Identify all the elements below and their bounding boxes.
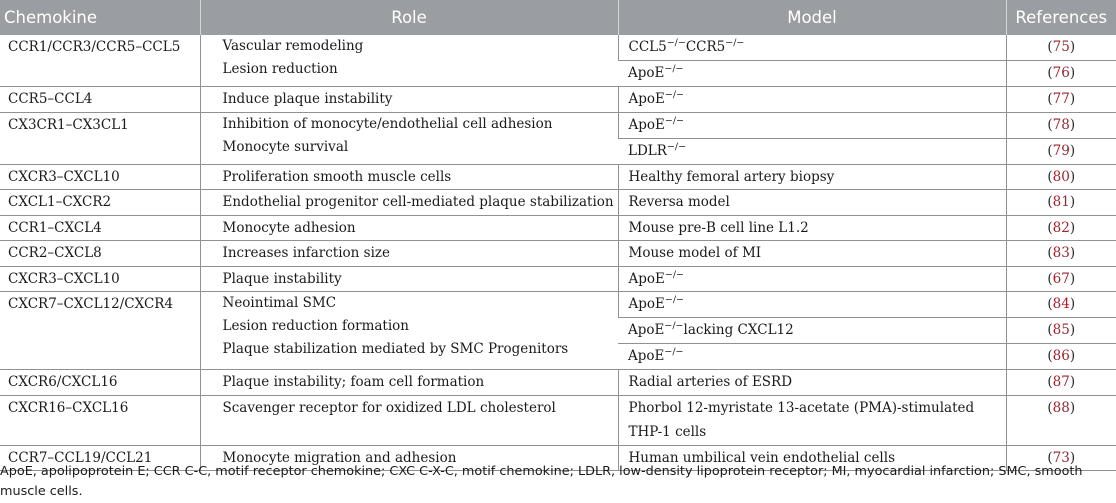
reference-cell <box>1006 318 1116 344</box>
chemokine-name: CXCR16–CXCL16 <box>8 399 129 416</box>
role-cell <box>200 87 618 113</box>
header-chemokine: Chemokine <box>0 0 200 35</box>
chemokine-cell <box>0 87 200 113</box>
paren-close: ) <box>1069 168 1076 185</box>
paren-close: ) <box>1069 399 1076 416</box>
role-cell <box>200 190 618 216</box>
role-cell <box>200 241 618 267</box>
table-row <box>0 266 1116 292</box>
reference-number: 75 <box>1052 39 1070 55</box>
paren-close: ) <box>1069 296 1076 312</box>
reference-number: 86 <box>1052 348 1070 364</box>
superscript-genotype: −/− <box>664 269 684 280</box>
paren-close: ) <box>1069 322 1076 338</box>
reference-link <box>1007 344 1116 369</box>
paren-open: ( <box>1047 449 1053 466</box>
model-text: ApoE <box>628 91 665 107</box>
model-line <box>629 267 1006 292</box>
chemokine-cell <box>0 164 200 190</box>
reference-cell <box>1006 292 1116 318</box>
role-line: Endothelial progenitor cell-mediated plaque stabilization <box>222 194 614 210</box>
model-text: ApoE <box>628 296 665 312</box>
model-line <box>629 292 1006 317</box>
chemokine-name: CXCR3–CXCL10 <box>8 270 120 287</box>
table-row <box>0 292 1116 318</box>
model-text: Mouse pre-B cell line L1.2 <box>628 219 809 236</box>
model-line <box>629 113 1006 138</box>
reference-cell <box>1006 395 1116 445</box>
model-line <box>628 344 1006 369</box>
chemokine-cell <box>0 241 200 267</box>
role-lines <box>223 241 618 266</box>
chemokine-name: CXCL1–CXCR2 <box>8 194 112 210</box>
paren-open: ( <box>1047 116 1053 133</box>
model-text: Phorbol 12-myristate 13-acetate (PMA)-stimulated <box>628 399 975 416</box>
table-row <box>0 35 1116 61</box>
table-body <box>0 35 1116 471</box>
reference-link <box>1007 87 1116 112</box>
superscript-genotype: −/− <box>666 37 686 49</box>
reference-cell <box>1006 344 1116 370</box>
model-line <box>628 318 1006 343</box>
model-cell <box>618 318 1006 344</box>
paren-open: ( <box>1047 270 1053 287</box>
paren-open: ( <box>1047 168 1053 185</box>
role-line: Increases infarction size <box>222 245 390 261</box>
reference-link <box>1007 35 1116 60</box>
model-line <box>629 87 1006 112</box>
table-row <box>0 241 1116 267</box>
reference-number: 78 <box>1052 116 1070 133</box>
paren-open: ( <box>1047 322 1053 338</box>
table-row <box>0 87 1116 113</box>
role-line: Vascular remodeling <box>222 38 364 54</box>
role-cell <box>200 164 618 190</box>
paren-close: ) <box>1069 116 1076 133</box>
model-cell <box>618 344 1006 370</box>
chemokine-name: CX3CR1–CX3CL1 <box>8 116 129 133</box>
superscript-genotype: −/− <box>664 115 684 126</box>
role-line: Monocyte survival <box>222 138 349 155</box>
model-text: ApoE <box>628 322 665 338</box>
reference-link <box>1007 139 1116 164</box>
model-text-extra: lacking CXCL12 <box>683 322 794 338</box>
role-lines <box>223 190 618 215</box>
model-cell <box>618 138 1006 164</box>
model-cell <box>618 215 1006 241</box>
reference-number: 87 <box>1052 374 1070 390</box>
superscript-genotype: −/− <box>664 320 684 332</box>
reference-cell <box>1006 112 1116 138</box>
reference-link <box>1007 216 1116 241</box>
table-row <box>0 370 1116 396</box>
reference-link <box>1007 165 1116 190</box>
model-cell <box>618 370 1006 396</box>
model-line <box>629 396 1006 421</box>
reference-cell <box>1006 370 1116 396</box>
superscript-genotype: −/− <box>664 89 684 101</box>
reference-link <box>1007 318 1116 343</box>
model-line <box>629 241 1006 266</box>
chemokine-cell <box>0 370 200 396</box>
superscript-genotype: −/− <box>666 141 687 152</box>
reference-number: 83 <box>1052 245 1070 261</box>
chemokine-cell <box>0 35 200 87</box>
paren-close: ) <box>1069 449 1076 466</box>
role-cell <box>200 215 618 241</box>
role-lines <box>223 87 618 112</box>
paren-open: ( <box>1047 39 1053 55</box>
role-cell <box>200 370 618 396</box>
chemokine-name: CXCR3–CXCL10 <box>8 168 120 185</box>
model-text-extra: CCR5 <box>685 39 726 55</box>
model-cell <box>618 35 1006 61</box>
chemokine-name: CCR1–CXCL4 <box>8 219 102 236</box>
model-line <box>629 165 1006 190</box>
reference-number: 77 <box>1052 91 1070 107</box>
chemokine-name: CXCR6/CXCL16 <box>8 374 118 390</box>
model-cell <box>618 164 1006 190</box>
chemokine-cell <box>0 395 200 445</box>
role-lines <box>223 267 618 292</box>
role-line: Lesion reduction <box>222 61 338 77</box>
chemokine-cell <box>0 112 200 164</box>
reference-cell <box>1006 241 1116 267</box>
model-line <box>629 190 1006 215</box>
reference-number: 85 <box>1052 322 1070 338</box>
paren-close: ) <box>1069 245 1076 261</box>
model-text: ApoE <box>628 270 665 287</box>
paren-close: ) <box>1069 39 1076 55</box>
model-cell <box>618 87 1006 113</box>
model-text: ApoE <box>628 65 665 81</box>
model-text: ApoE <box>628 116 665 133</box>
reference-cell <box>1006 164 1116 190</box>
reference-link <box>1007 241 1116 266</box>
model-text: Healthy femoral artery biopsy <box>628 168 835 185</box>
header-model: Model <box>618 0 1006 35</box>
model-cell <box>618 112 1006 138</box>
reference-link <box>1007 267 1116 292</box>
table-footnote: ApoE, apolipoprotein E; CCR C-C, motif receptor chemokine; CXC C-X-C, motif chemokine; LDLR, low-density lipoprotein receptor; MI, myocardial infarction; SMC, smooth muscle cells. <box>0 464 1083 499</box>
reference-cell <box>1006 266 1116 292</box>
role-line: Lesion reduction formation <box>222 318 410 334</box>
role-line: Induce plaque instability <box>222 91 393 107</box>
reference-number: 80 <box>1052 168 1070 185</box>
paren-open: ( <box>1047 91 1053 107</box>
chemokine-name: CCR5–CCL4 <box>8 91 93 107</box>
paren-close: ) <box>1069 65 1076 81</box>
role-cell <box>200 292 618 370</box>
superscript-genotype: −/− <box>725 37 745 49</box>
role-line: Monocyte migration and adhesion <box>222 449 457 466</box>
table-row <box>0 112 1116 138</box>
reference-cell <box>1006 61 1116 87</box>
paren-open: ( <box>1047 245 1053 261</box>
model-cell <box>618 266 1006 292</box>
reference-number: 76 <box>1052 65 1070 81</box>
reference-number: 81 <box>1052 194 1070 210</box>
model-line: THP-1 cells <box>628 424 707 440</box>
model-line <box>628 139 1006 164</box>
chemokine-name: CCR7–CCL19/CCL21 <box>8 449 153 466</box>
reference-link <box>1007 292 1116 317</box>
reference-link <box>1007 370 1116 395</box>
chemokine-cell <box>0 266 200 292</box>
paren-close: ) <box>1069 374 1076 390</box>
model-cell <box>618 292 1006 318</box>
reference-link <box>1007 61 1116 86</box>
role-lines <box>223 113 618 159</box>
paren-close: ) <box>1069 270 1076 287</box>
paren-open: ( <box>1047 348 1053 364</box>
model-cell <box>618 241 1006 267</box>
paren-open: ( <box>1047 142 1053 159</box>
role-cell <box>200 395 618 445</box>
chemokine-cell <box>0 292 200 370</box>
model-cell <box>618 395 1006 445</box>
role-line: Inhibition of monocyte/endothelial cell adhesion <box>222 115 553 132</box>
model-text: Radial arteries of ESRD <box>628 374 793 390</box>
paren-close: ) <box>1069 194 1076 210</box>
reference-number: 88 <box>1052 399 1070 416</box>
reference-number: 82 <box>1052 219 1070 236</box>
role-lines <box>223 216 618 241</box>
model-line <box>629 216 1006 241</box>
model-line <box>629 370 1006 395</box>
paren-open: ( <box>1047 194 1053 210</box>
chemokine-name: CXCR7–CXCL12/CXCR4 <box>8 296 174 312</box>
reference-link <box>1007 113 1116 138</box>
table-header-row <box>0 0 1116 35</box>
role-lines <box>223 292 618 361</box>
role-cell <box>200 112 618 164</box>
reference-number: 79 <box>1052 142 1070 159</box>
model-text: Human umbilical vein endothelial cells <box>628 449 895 466</box>
superscript-genotype: −/− <box>664 63 684 75</box>
chemokine-cell <box>0 215 200 241</box>
role-line: Plaque instability; foam cell formation <box>222 374 485 390</box>
superscript-genotype: −/− <box>664 346 684 358</box>
chemokine-name: CCR1/CCR3/CCR5–CCL5 <box>8 39 181 55</box>
role-lines <box>223 396 618 421</box>
model-text: ApoE <box>628 348 665 364</box>
role-cell <box>200 266 618 292</box>
reference-cell <box>1006 35 1116 61</box>
role-line: Scavenger receptor for oxidized LDL cholesterol <box>222 399 556 416</box>
reference-link <box>1007 396 1116 421</box>
table-row <box>0 164 1116 190</box>
paren-close: ) <box>1069 348 1076 364</box>
paren-close: ) <box>1069 91 1076 107</box>
reference-number: 73 <box>1052 449 1070 466</box>
role-cell <box>200 35 618 87</box>
reference-link <box>1007 190 1116 215</box>
paren-open: ( <box>1047 296 1053 312</box>
model-line <box>628 61 1006 86</box>
header-role: Role <box>200 0 618 35</box>
model-text: Mouse model of MI <box>628 245 762 261</box>
role-lines <box>223 35 618 81</box>
paren-open: ( <box>1047 374 1053 390</box>
superscript-genotype: −/− <box>664 294 684 306</box>
model-cell <box>618 190 1006 216</box>
paren-open: ( <box>1047 219 1053 236</box>
role-line: Plaque instability <box>222 270 342 287</box>
table-row <box>0 215 1116 241</box>
model-text: CCL5 <box>628 39 667 55</box>
model-cell <box>618 61 1006 87</box>
chemokine-cell <box>0 190 200 216</box>
paren-open: ( <box>1047 399 1053 416</box>
reference-cell <box>1006 215 1116 241</box>
table-row <box>0 190 1116 216</box>
role-line: Monocyte adhesion <box>222 219 356 236</box>
table-row <box>0 395 1116 445</box>
model-text: LDLR <box>628 142 667 159</box>
reference-cell <box>1006 190 1116 216</box>
paren-close: ) <box>1069 219 1076 236</box>
reference-number: 84 <box>1052 296 1070 312</box>
reference-number: 67 <box>1052 270 1070 287</box>
model-line <box>629 35 1006 60</box>
model-text: Reversa model <box>628 194 730 210</box>
role-line: Plaque stabilization mediated by SMC Progenitors <box>222 341 569 357</box>
reference-cell <box>1006 138 1116 164</box>
role-line: Neointimal SMC <box>222 295 337 311</box>
chemokine-name: CCR2–CXCL8 <box>8 245 102 261</box>
role-lines <box>223 370 618 395</box>
paren-open: ( <box>1047 65 1053 81</box>
role-line: Proliferation smooth muscle cells <box>222 168 452 185</box>
role-lines <box>223 165 618 190</box>
header-references: References <box>1006 0 1116 35</box>
reference-cell <box>1006 87 1116 113</box>
paren-close: ) <box>1069 142 1076 159</box>
